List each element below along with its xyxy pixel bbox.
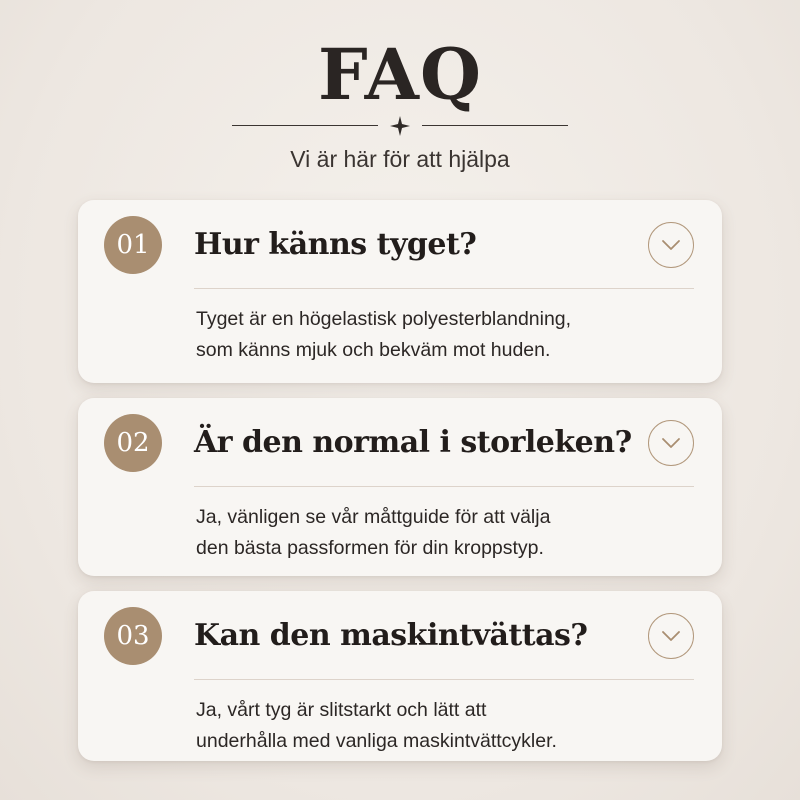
faq-separator [194, 486, 694, 487]
chevron-down-icon [661, 630, 681, 642]
four-point-star-icon [390, 116, 410, 136]
faq-answer-line: Ja, vårt tyg är slitstarkt och lätt att [196, 699, 487, 721]
faq-answer-line: underhålla med vanliga maskintvättcykler. [196, 730, 557, 752]
faq-answer [196, 502, 696, 564]
chevron-down-icon [661, 437, 681, 449]
faq-answer-line: Ja, vänligen se vår måttguide för att välja [196, 506, 551, 528]
expand-toggle-button[interactable] [648, 222, 694, 268]
chevron-down-icon [661, 239, 681, 251]
page-subtitle: Vi är här för att hjälpa [290, 146, 510, 172]
faq-number-badge: 03 [104, 607, 162, 665]
faq-answer-line: Tyget är en högelastisk polyesterblandning, [196, 308, 572, 330]
faq-separator [194, 679, 694, 680]
faq-question[interactable]: Är den normal i storleken? [194, 425, 632, 460]
faq-number-badge: 01 [104, 216, 162, 274]
faq-question[interactable]: Hur känns tyget? [194, 227, 477, 262]
faq-item-1[interactable] [78, 200, 722, 383]
title-divider [232, 112, 568, 140]
divider-line-right [422, 125, 568, 126]
faq-number-badge: 02 [104, 414, 162, 472]
faq-separator [194, 288, 694, 289]
faq-answer [196, 695, 696, 757]
faq-answer [196, 304, 696, 366]
faq-question[interactable]: Kan den maskintvättas? [194, 618, 588, 653]
faq-item-2[interactable] [78, 398, 722, 576]
page-title: FAQ [318, 33, 482, 116]
expand-toggle-button[interactable] [648, 613, 694, 659]
faq-answer-line: den bästa passformen för din kroppstyp. [196, 537, 544, 559]
divider-line-left [232, 125, 378, 126]
faq-answer-line: som känns mjuk och bekväm mot huden. [196, 339, 551, 361]
faq-item-3[interactable] [78, 591, 722, 761]
expand-toggle-button[interactable] [648, 420, 694, 466]
